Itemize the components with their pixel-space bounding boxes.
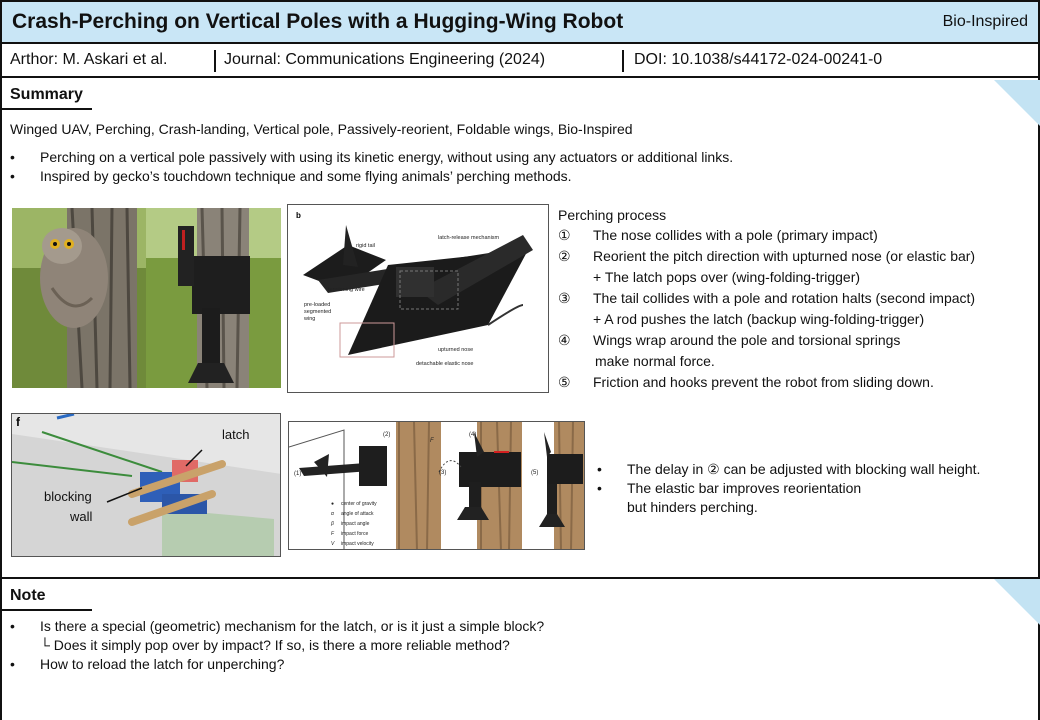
- label-tensioning-wire: tensioning wire: [328, 287, 365, 293]
- summary-bullet: • Inspired by gecko’s touchdown technique and some flying animals’ perching methods.: [10, 167, 733, 186]
- mechanism-notes: [597, 460, 980, 498]
- robot-render-figure: [287, 204, 549, 393]
- step-number: ③: [558, 290, 571, 306]
- label-detachable-nose: detachable elastic nose: [416, 361, 474, 367]
- corner-triangle: [994, 579, 1040, 625]
- note-sub: └ Does it simply pop over by impact? If so, is there a more reliable method?: [40, 637, 510, 653]
- figure-b-label: b: [296, 211, 301, 220]
- section-divider: [0, 577, 1040, 579]
- process-step: [558, 246, 975, 267]
- summary-bullet: • Perching on a vertical pole passively with using its kinetic energy, without using any actuators or additional links.: [10, 148, 733, 167]
- step-text: The nose collides with a pole (primary impact): [593, 227, 878, 243]
- title-bar: [0, 0, 1040, 44]
- step-number: ①: [558, 227, 571, 243]
- mechanism-note-cont: but hinders perching.: [627, 499, 758, 515]
- step-text: Reorient the pitch direction with upturned nose (or elastic bar): [593, 248, 976, 264]
- seq-label-force: F: [430, 438, 434, 444]
- mechanism-note: • The elastic bar improves reorientation: [597, 479, 980, 498]
- label-blocking: blocking: [44, 489, 92, 504]
- process-step: [558, 288, 975, 309]
- label-preloaded-1: pre-loaded: [304, 302, 331, 308]
- label-wall: wall: [70, 509, 93, 524]
- seq-label-1: (1): [294, 471, 302, 477]
- meta-divider: [214, 50, 216, 72]
- journal: Journal: Communications Engineering (2024): [224, 51, 546, 68]
- label-preloaded-2: segmented: [304, 309, 332, 315]
- note-underline: [2, 609, 92, 611]
- label-rigid-tail: rigid tail: [356, 243, 375, 249]
- note-bullets: [10, 655, 284, 674]
- legend-symbol: β: [331, 521, 334, 527]
- step-number: ②: [558, 248, 571, 264]
- step-text: Friction and hooks prevent the robot from sliding down.: [593, 374, 934, 390]
- mechanism-note: • The delay in ② can be adjusted with blocking wall height.: [597, 460, 980, 479]
- page-title: Crash-Perching on Vertical Poles with a Hugging-Wing Robot: [12, 10, 624, 33]
- legend-item: impact angle: [341, 521, 370, 527]
- label-latch: latch: [222, 427, 250, 442]
- note-bullets: [10, 617, 544, 636]
- step-text: Wings wrap around the pole and torsional springs: [593, 332, 901, 348]
- step-continuation: + A rod pushes the latch (backup wing-folding-trigger): [593, 311, 925, 327]
- summary-heading: Summary: [10, 86, 83, 103]
- legend-item: center of gravity: [341, 501, 377, 507]
- process-heading: Perching process: [558, 207, 667, 223]
- legend-symbol: F: [331, 531, 335, 537]
- note-heading: Note: [10, 587, 46, 604]
- page-border-left: [0, 78, 2, 720]
- label-upturned-nose: upturned nose: [438, 347, 474, 353]
- label-preloaded-3: wing: [304, 316, 316, 322]
- label-latch-release: latch-release mechanism: [438, 235, 500, 241]
- owl-robot-photo: [12, 208, 281, 388]
- legend-item: angle of attack: [341, 511, 374, 517]
- process-step: [558, 372, 975, 393]
- legend-item: impact velocity: [341, 541, 374, 547]
- meta-divider: [622, 50, 624, 72]
- corner-triangle: [994, 80, 1040, 126]
- step-text: The tail collides with a pole and rotation halts (second impact): [593, 290, 976, 306]
- seq-label-3: (3): [439, 470, 447, 476]
- note-bullet: • How to reload the latch for unperching?: [10, 655, 284, 674]
- step-continuation: + The latch pops over (wing-folding-trigger): [593, 269, 861, 285]
- keywords: Winged UAV, Perching, Crash-landing, Vertical pole, Passively-reorient, Foldable wings, Bio-Inspired: [10, 121, 633, 137]
- author: Arthor: M. Askari et al.: [10, 51, 168, 68]
- doi: DOI: 10.1038/s44172-024-00241-0: [634, 51, 883, 68]
- step-number: ④: [558, 332, 571, 348]
- note-bullet: • Is there a special (geometric) mechanism for the latch, or is it just a simple block?: [10, 617, 544, 636]
- category-tag: Bio-Inspired: [942, 13, 1028, 30]
- process-step: [558, 225, 975, 246]
- seq-label-4: (4): [469, 432, 477, 438]
- perching-process: [558, 205, 975, 393]
- process-step: [558, 330, 975, 351]
- figure-f-label: f: [16, 415, 20, 429]
- seq-label-5: (5): [531, 470, 539, 476]
- step-number: ⑤: [558, 374, 571, 390]
- seq-label-2: (2): [383, 432, 391, 438]
- summary-bullets: [10, 148, 733, 186]
- meta-bar: [0, 44, 1040, 78]
- legend-symbol: α: [331, 511, 334, 517]
- legend-item: impact force: [341, 531, 369, 537]
- perching-sequence-figure: [288, 421, 585, 550]
- step-continuation: make normal force.: [595, 353, 715, 369]
- summary-underline: [2, 108, 92, 110]
- latch-mechanism-figure: [11, 413, 281, 557]
- legend-symbol: ●: [331, 501, 335, 507]
- legend-symbol: V: [331, 541, 335, 547]
